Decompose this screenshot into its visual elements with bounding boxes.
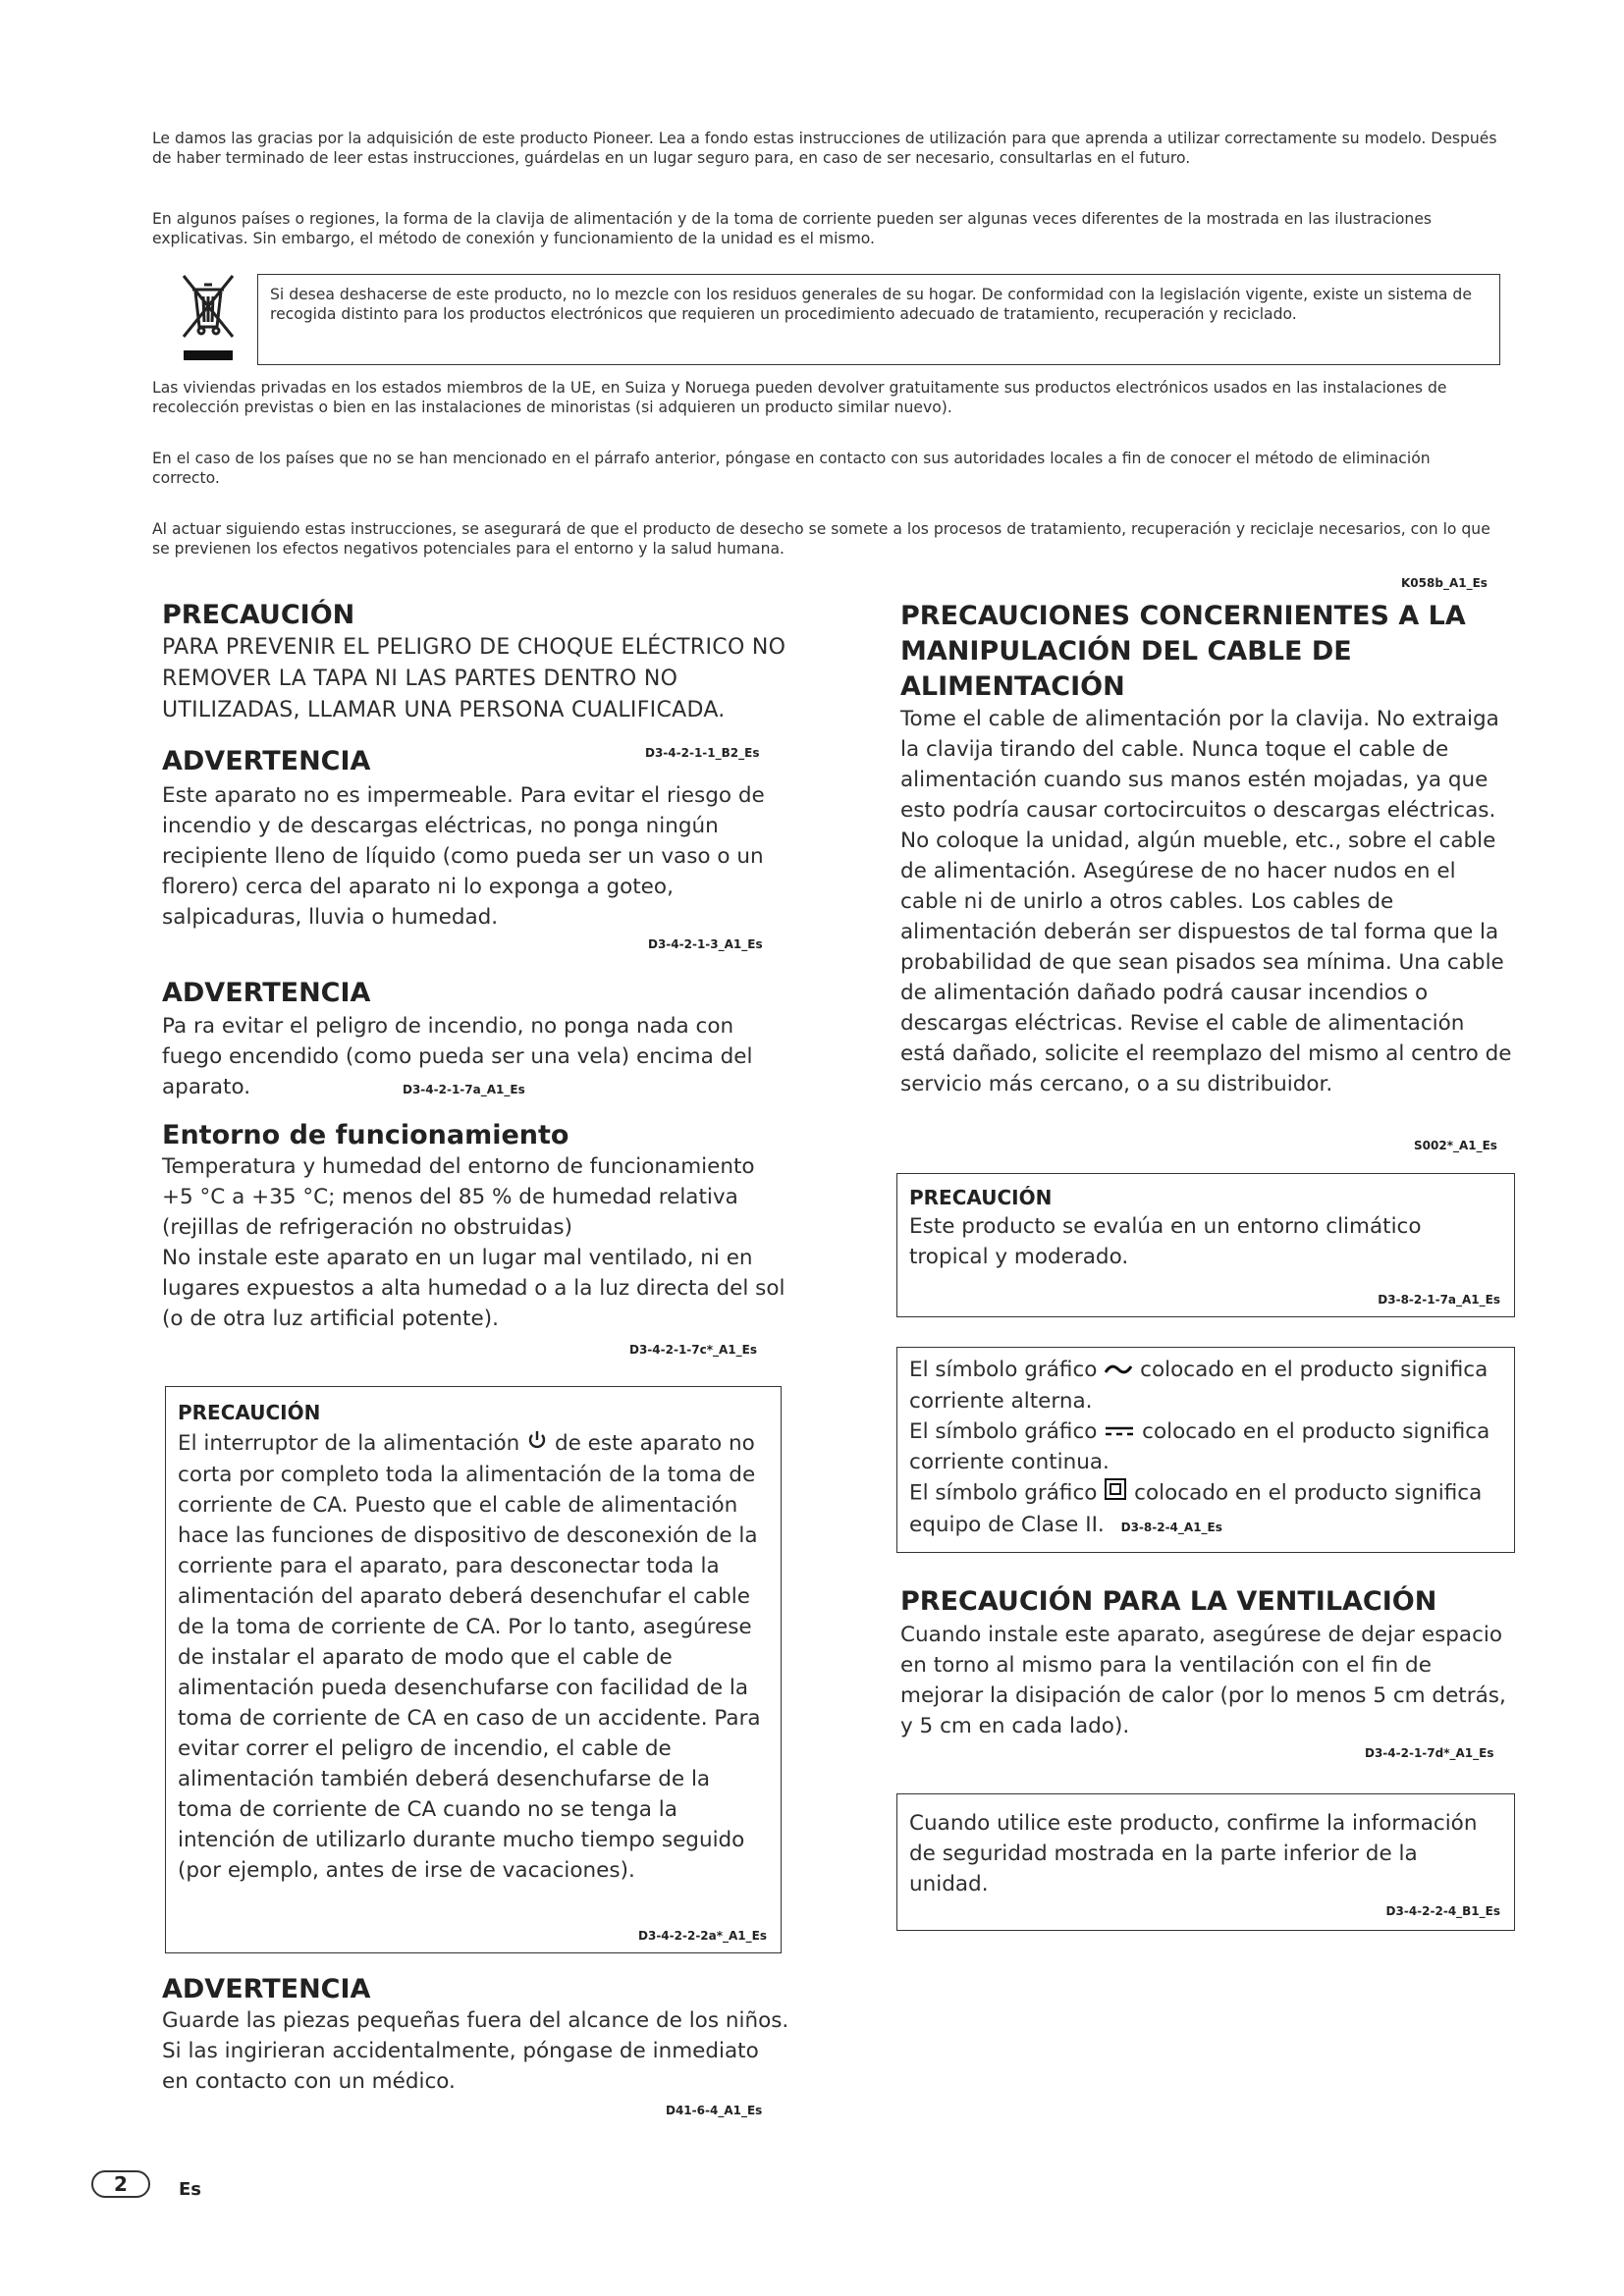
caution-power-box bbox=[165, 1386, 782, 1953]
dc-symbol-icon bbox=[1104, 1416, 1135, 1447]
safety-info-text: Cuando utilice este producto, confirme la información de seguridad mostrada en la parte inferior de la unidad. bbox=[909, 1811, 1478, 1896]
cable-text: Tome el cable de alimentación por la clavija. No extraiga la clavija tirando del cable. Nunca toque el cable de alimentación cuando sus manos estén mojadas, ya que esto podría causar cortocircuitos o descargas eléctricas. No coloque la unidad, algún mueble, etc., sobre el cable de alimentación. Asegúrese de no hacer nudos en el cable ni de unirlo a otros cables. Los cables de alimentación deberán ser dispuestos de tal forma que la probabilidad de que sean pisados sea mínima. Una cable de alimentación dañado podrá causar incendios o descargas eléctricas. Revise el cable de alimentación está dañado, solicite el reemplazo del mismo al centro de servicio más cercano, o a su distribuidor. bbox=[900, 707, 1512, 1096]
caution-box-text-b: de este aparato no corta por completo toda la alimentación de la toma de corriente de CA. Puesto que el cable de alimentación hace las funciones de dispositivo de desconexión de la corriente para el aparato, para desconectar toda la alimentación del aparato deberá desenchufar el cable de la toma de corriente de CA. Por lo tanto, asegúrese de instalar el aparato de modo que el cable de alimentación pueda desenchufarse con facilidad de la toma de corriente de CA en caso de un accidente. Para evitar correr el peligro de incendio, el cable de alimentación también deberá desenchufarse de la toma de corriente de CA cuando no se tenga la intención de utilizarlo durante mucho tiempo seguido (por ejemplo, antes de irse de vacaciones). bbox=[178, 1431, 761, 1883]
warning-code-1: D3-4-2-1-3_A1_Es bbox=[648, 937, 763, 951]
intro-code: K058b_A1_Es bbox=[1401, 576, 1488, 590]
ventilation-code: D3-4-2-1-7d*_A1_Es bbox=[1365, 1746, 1494, 1760]
symbol-line-1a: El símbolo gráfico bbox=[909, 1358, 1098, 1382]
climate-caution-box bbox=[896, 1173, 1515, 1317]
page-language: Es bbox=[179, 2179, 202, 2200]
symbols-code: D3-8-2-4_A1_Es bbox=[1120, 1521, 1222, 1534]
warning-text-2: Pa ra evitar el peligro de incendio, no ponga nada con fuego encendido (como pueda ser una vela) encima del aparato. bbox=[162, 1014, 753, 1099]
warning-title-3: ADVERTENCIA bbox=[162, 1974, 371, 2004]
warning-code-3: D41-6-4_A1_Es bbox=[666, 2104, 763, 2117]
warning-code-top: D3-4-2-1-1_B2_Es bbox=[645, 746, 760, 760]
symbols-box bbox=[896, 1347, 1515, 1553]
warning-text-3: Guarde las piezas pequeñas fuera del alcance de los niños. Si las ingirieran accidentalmente, póngase de inmediato en contacto con un médico. bbox=[162, 2008, 789, 2094]
intro-paragraph-2: En algunos países o regiones, la forma de la clavija de alimentación y de la toma de corriente pueden ser algunas veces diferentes de la mostrada en las ilustraciones explicativas. Sin embargo, el método de conexión y funcionamiento de la unidad es el mismo. bbox=[152, 210, 1433, 247]
ventilation-text: Cuando instale este aparato, asegúrese de dejar espacio en torno al mismo para la ventilación con el fin de mejorar la disipación de calor (por lo menos 5 cm detrás, y 5 cm en cada lado). bbox=[900, 1623, 1506, 1738]
symbol-line-3b: colocado en el producto significa equipo de Clase II. bbox=[909, 1480, 1483, 1537]
caution-box-text-a: El interruptor de la alimentación bbox=[178, 1431, 520, 1456]
climate-caution-title: PRECAUCIÓN bbox=[909, 1186, 1053, 1209]
weee-disposal-text: Si desea deshacerse de este producto, no lo mezcle con los residuos generales de su hogar. De conformidad con la legislación vigente, existe un sistema de recogida distinto para los productos electrónicos que requieren un procedimiento adecuado de tratamiento, recuperación y reciclado. bbox=[270, 286, 1472, 323]
weee-disposal-box bbox=[257, 274, 1500, 365]
class-ii-symbol-icon bbox=[1104, 1477, 1127, 1510]
symbol-line-2a: El símbolo gráfico bbox=[909, 1418, 1098, 1444]
warning-text-1: Este aparato no es impermeable. Para evitar el riesgo de incendio y de descargas eléctricas, no ponga ningún recipiente lleno de líquido (como pueda ser un vaso o un florero) cerca del aparato ni lo exponga a goteo, salpicaduras, lluvia o humedad. bbox=[162, 783, 765, 930]
cable-code: S002*_A1_Es bbox=[1414, 1139, 1497, 1152]
environment-code: D3-4-2-1-7c*_A1_Es bbox=[629, 1343, 757, 1357]
caution-text: PARA PREVENIR EL PELIGRO DE CHOQUE ELÉCTRICO NO REMOVER LA TAPA NI LAS PARTES DENTRO NO UTILIZADAS, LLAMAR UNA PERSONA CUALIFICADA. bbox=[162, 635, 786, 722]
environment-title: Entorno de funcionamiento bbox=[162, 1120, 569, 1150]
symbol-line-3a: El símbolo gráfico bbox=[909, 1480, 1098, 1506]
warning-title-1: ADVERTENCIA bbox=[162, 746, 371, 776]
crossed-out-bin-icon bbox=[179, 270, 238, 368]
page-number: 2 bbox=[91, 2170, 150, 2198]
caution-section bbox=[162, 599, 790, 726]
symbol-line-1b: colocado en el producto significa corriente alterna. bbox=[909, 1358, 1489, 1414]
intro-paragraph-3: Las viviendas privadas en los estados miembros de la UE, en Suiza y Noruega pueden devolver gratuitamente sus productos electrónicos usados en las instalaciones de recolección previstas o bien en las instalaciones de minoristas (si adquieren un producto similar nuevo). bbox=[152, 379, 1447, 416]
environment-text-2: No instale este aparato en un lugar mal ventilado, ni en lugares expuestos a alta humedad o a la luz directa del sol (o de otra luz artificial potente). bbox=[162, 1246, 785, 1331]
intro-paragraph-5: Al actuar siguiendo estas instrucciones, se asegurará de que el producto de desecho se somete a los procesos de tratamiento, recuperación y reciclaje necesarios, con lo que se previenen los efectos negativos potenciales para el entorno y la salud humana. bbox=[152, 520, 1490, 558]
ventilation-title: PRECAUCIÓN PARA LA VENTILACIÓN bbox=[900, 1586, 1437, 1617]
intro-paragraph-4: En el caso de los países que no se han mencionado en el párrafo anterior, póngase en contacto con sus autoridades locales a fin de conocer el método de eliminación correcto. bbox=[152, 450, 1431, 487]
caution-box-title: PRECAUCIÓN bbox=[178, 1401, 321, 1424]
caution-title: PRECAUCIÓN bbox=[162, 600, 355, 630]
ac-symbol-icon bbox=[1104, 1356, 1133, 1386]
cable-title: PRECAUCIONES CONCERNIENTES A LA MANIPULACIÓN DEL CABLE DE ALIMENTACIÓN bbox=[900, 601, 1466, 702]
warning-title-2: ADVERTENCIA bbox=[162, 978, 371, 1008]
power-icon bbox=[526, 1429, 548, 1460]
climate-caution-text: Este producto se evalúa en un entorno climático tropical y moderado. bbox=[909, 1214, 1422, 1269]
caution-box-code: D3-4-2-2-2a*_A1_Es bbox=[638, 1929, 767, 1943]
climate-caution-code: D3-8-2-1-7a_A1_Es bbox=[1378, 1293, 1500, 1307]
environment-text-1: Temperatura y humedad del entorno de funcionamiento +5 °C a +35 °C; menos del 85 % de humedad relativa (rejillas de refrigeración no obstruidas) bbox=[162, 1154, 755, 1240]
safety-info-code: D3-4-2-2-4_B1_Es bbox=[1385, 1904, 1500, 1918]
safety-info-box bbox=[896, 1793, 1515, 1931]
intro-paragraph-1: Le damos las gracias por la adquisición de este producto Pioneer. Lea a fondo estas instrucciones de utilización para que aprenda a utilizar correctamente su modelo. Después de haber terminado de leer estas instrucciones, guárdelas en un lugar seguro para, en caso de ser necesario, consultarlas en el futuro. bbox=[152, 130, 1497, 167]
warning-code-2: D3-4-2-1-7a_A1_Es bbox=[403, 1083, 525, 1096]
symbol-line-2b: colocado en el producto significa corriente continua. bbox=[909, 1418, 1490, 1474]
